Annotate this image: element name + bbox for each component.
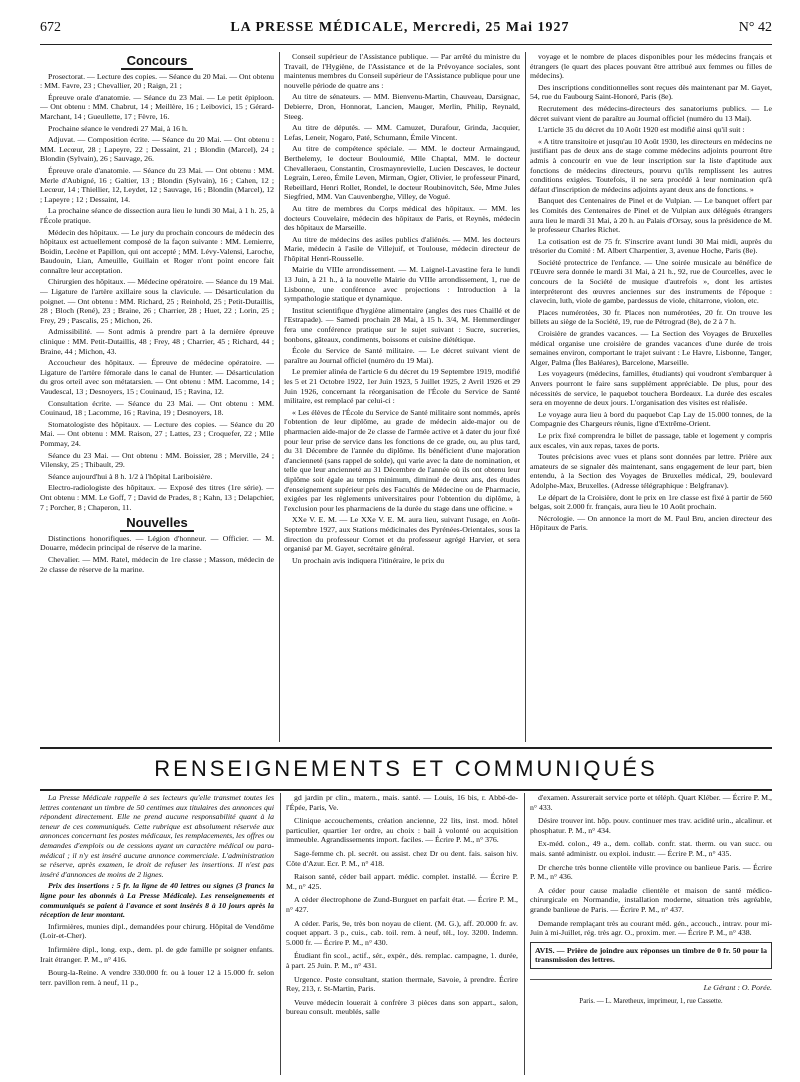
column-divider [525, 52, 526, 742]
column-divider [279, 52, 280, 742]
paragraph: Séance aujourd'hui à 8 h. 1/2 à l'hôpital Lariboisière. [48, 471, 213, 481]
paragraph: La cotisation est de 75 fr. S'inscrire avant lundi 30 Mai midi, auprès du trésorier du Comité : M. Albert Charpentier, 3, avenue Hoche, Paris (8e). [530, 236, 772, 256]
paragraph: Séance du 23 Mai. — Ont obtenu : MM. Boissier, 28 ; Merville, 24 ; Vilensky, 25 ; Thibault, 29. [40, 450, 274, 470]
paragraph: Le voyage aura lieu à bord du paquebot Cap Lay de 15.000 tonnes, de la Compagnie des Chargeurs réunis, ligne d'Extrême-Orient. [530, 409, 772, 429]
paragraph: Au titre de membres du Corps médical des hôpitaux. — MM. les docteurs Couvelaire, médecin des hôpitaux de Paris, et Reynès, médecin des hôpitaux de Marseille. [284, 203, 520, 233]
page-header [40, 20, 772, 45]
classified-ad: Clinique accouchements, création ancienne, 22 lits, inst. mod. hôtel particulier, quartier 1er ordre, au choix : bail à volonté ou acquisition immeuble. Agrandissements import. faciles. — Écrire P. M., n° 376. [286, 816, 518, 845]
paragraph: Société protectrice de l'enfance. — Une soirée musicale au bénéfice de l'Œuvre sera donnée le mardi 31 Mai, à 21 h., 92, rue de Courcelles, avec le concours de la Société de musique d'autrefois », dont les artistes interpréteront des œuvres anciennes sur des instruments de l'époque : clavecin, luth, viole de gambe, pardessus de viole, chitarrone, violon, etc. [530, 257, 772, 306]
paragraph: Le premier alinéa de l'article 6 du décret du 19 Septembre 1919, modifié les 5 et 21 Octobre 1922, 1er Juin 1923, 5 Juillet 1925, 2 Avril 1926 et 29 Juin 1926, concernant la réorganisation de l'École du Service de Santé militaire, est remplacé par celui-ci : [284, 367, 520, 406]
paragraph: « A titre transitoire et jusqu'au 10 Août 1930, les directeurs en médecins ne justifiant pas de deux ans de stage comme médecins adjoints pourront être admis à concourir en vue de leur inscription sur la liste d'aptitude aux fonctions de médecins directeurs, pourvu qu'ils remplissent les autres conditions exigées. Toutefois, il ne sera procédé à leur nomination qu'à défaut d'inscription de médecins adjoints ayant deux ans de fonctions. » [530, 136, 772, 194]
paragraph: Stomatologiste des hôpitaux. — Lecture des copies. — Séance du 20 Mai. — Ont obtenu : MM. Raison, 27 ; Lattes, 23 ; Croquefer, 22 ; Mlle Pommay, 24. [40, 419, 274, 448]
paragraph: Médecin des hôpitaux. — Le jury du prochain concours de médecin des hôpitaux est actuellement composé de la façon suivante : MM. Lemierre, Boidin, Lecène et Papillon, qui ont accepté ; MM. Lévy-Valensi, Laroche, Baudouin, Lian, Ameuille, Guillain et Roger n'ont point encore fait connaître leur acceptation. [40, 227, 274, 275]
paragraph: Conseil supérieur de l'Assistance publique. — Par arrêté du ministre du Travail, de l'Hygiène, de l'Assistance et de la Prévoyance sociales, sont maintenus membres du Conseil supérieur de l'Assistance publique pour une nouvelle période de quatre ans : [284, 52, 520, 90]
insertion-prices: Prix des insertions : 5 fr. la ligne de 40 lettres ou signes (3 francs la ligne pour les abonnés à La Presse Médicale). Les renseignements et communiqués se paient à l'avance et sont insérés 8 à 10 jours après la réception de leur montant. [40, 881, 274, 920]
column-right [530, 52, 772, 742]
paragraph: Prochaine séance le vendredi 27 Mai, à 16 h. [48, 123, 188, 133]
paragraph: Distinctions honorifiques. — Légion d'honneur. — Officier. — M. Douarre, médecin principal de réserve de la marine. [40, 533, 274, 553]
paragraph: Banquet des Centenaires de Pinel et de Vulpian. — Le banquet offert par les Comités des Centenaires de Pinel et de Vulpian aux délégués étrangers aura lieu le mardi 31 Mai, à 20 h. au Palais d'Orsay, sous la présidence de M. le professeur Charles Richet. [530, 196, 772, 235]
section-title-nouvelles: Nouvelles [40, 518, 274, 528]
classified-ad: Étudiant fin scol., actif., sér., expér., dés. remplac. campagne, 1. durée, à part. 25 Juin. P. M., n° 431. [286, 951, 518, 970]
paragraph: XXe V. E. M. — Le XXe V. E. M. aura lieu, suivant l'usage, en Août-Septembre 1927, aux Stations médicinales des Pyrénées-Orientales, sous la direction du professeur Cornet et du professeur agrégé Harvier, et sera organisé par M. Gayet, secrétaire général. [284, 515, 520, 554]
paragraph: Adjuvat. — Composition écrite. — Séance du 20 Mai. — Ont obtenu : MM. Lecœur, 28 ; Lapeyre, 22 ; Dessaint, 21 ; Blondin (Marcel), 24 ; Blondin (Sylvain), 26 ; Sauvage, 26. [40, 135, 274, 164]
ads-column-1 [40, 793, 274, 1073]
page-number: 672 [40, 20, 61, 35]
classified-ad: A céder électrophone de Zund-Burguet en parfait état. — Écrire P. M., n° 427. [286, 895, 518, 914]
paragraph: Au titre de médecins des asiles publics d'aliénés. — MM. les docteurs Marie, médecin à l'asile de Villejuif, et Toulouse, médecin directeur de l'hôpital Henri-Rousselle. [284, 234, 520, 263]
paragraph: Au titre de députés. — MM. Camuzet, Durafour, Grinda, Jacquier, Lefas, Leneir, Nogaro, Paté, Schumann, Émile Vincent. [284, 123, 520, 142]
classified-ad: Infirmières, munies dipl., demandées pour chirurg. Hôpital de Vendôme (Loir-et-Cher). [40, 921, 274, 941]
paragraph: Le départ de la Croisière, dont le prix en 1re classe est fixé à partir de 560 belgas, soit 2.000 fr. français, aura lieu le 10 Août prochain. [530, 492, 772, 512]
paragraph: Consultation écrite. — Séance du 23 Mai. — Ont obtenu : MM. Couinaud, 18 ; Lacomme, 16 ; Ravina, 19 ; Desnoyers, 18. [40, 398, 274, 418]
paragraph: Prosectorat. — Lecture des copies. — Séance du 20 Mai. — Ont obtenu : MM. Favre, 23 ; Chevallier, 20 ; Raign, 21 ; [40, 71, 274, 91]
paragraph: Des inscriptions conditionnelles sont reçues dès maintenant par M. Gayet, 54, rue du Faubourg Saint-Honoré, Paris (8e). [530, 82, 772, 102]
paragraph: voyage et le nombre de places disponibles pour les médecins français et étrangers (le quart des places pouvant être attribué aux femmes ou filles de médecins). [530, 52, 772, 81]
classified-ad: Demande remplaçant très au courant méd. gén., accouch., intrav. pour mi-Juin à mi-Juillet, rég. très agr. O., proxim. mer. — Écrire P. M., n° 438. [530, 918, 772, 938]
classified-ad: d'examen. Assurerait service porte et téléph. Quart Kléber. — Écrire P. M., n° 433. [530, 793, 772, 812]
paragraph: Accoucheur des hôpitaux. — Épreuve de médecine opératoire. — Ligature de l'artère fémorale dans le canal de Hunter. — Désarticulation du gros orteil avec son métatarsien. — Ont obtenu : MM. Lacomme, 14 ; Vaudescal, 13 ; Desnoyers, 15 ; Couinaud, 15 ; Ravina, 12. [40, 358, 274, 396]
paragraph: Un prochain avis indiquera l'itinéraire, le prix du [292, 555, 445, 565]
paragraph: Admissibilité. — Sont admis à prendre part à la dernière épreuve clinique : MM. Petit-Dutaillis, 48 ; Frey, 48 ; Charrier, 45 ; Richard, 44 ; Braine, 44 ; Michon, 43. [40, 327, 274, 356]
column-middle [284, 52, 520, 742]
editorial-notice: La Presse Médicale rappelle à ses lecteurs qu'elle transmet toutes les lettres contenant un timbre de 50 centimes aux titulaires des annonces qui répondent directement. Elle ne prend aucune responsabilité quant à la teneur de ces communiqués. Cette rubrique est absolument réservée aux annonces concernant les postes médicaux, les remplacements, les offres ou demandes d'emplois ou de cessions ayant un caractère médical ou para-médical ; il n'y est inséré aucune annonce commerciale. L'administration se réserve, après examen, le droit de refuser les insertions. Il n'est pas inséré d'annonces de moins de 2 lignes. [40, 793, 274, 879]
classified-ad: Dr cherche très bonne clientèle ville province ou banlieue Paris. — Écrire P. M., n° 436. [530, 862, 772, 882]
classified-ad: gd jardin pr clin., matern., mais. santé. — Louis, 16 bis, r. Abbé-de-l'Épée, Paris, Ve. [286, 793, 518, 812]
paragraph: Places numérotées, 30 fr. Places non numérotées, 20 fr. On trouve les billets au siège de la Société, 19, rue de Pétrograd (8e), de 2 à 7 h. [530, 307, 772, 327]
classified-ad: A céder pour cause maladie clientèle et maison de santé médico-chirurgicale en Normandie, installation moderne, situation très agréable, grande banlieue de Paris. — Écrire P. M., n° 437. [530, 885, 772, 914]
paragraph: Mairie du VIIIe arrondissement. — M. Laignel-Lavastine fera le lundi 13 Juin, à 21 h., à la nouvelle Mairie du VIIIe arrondissement, 1, rue de Lisbonne, une conférence avec projections : Introduction à la sympathologie statique et dynamique. [284, 265, 520, 304]
classified-ad: Infirmière dipl., long. exp., dem. pl. de gde famille pr soigner enfants. Irait étranger. P. M., n° 416. [40, 944, 274, 964]
gerant-signature: Le Gérant : O. Porée. [530, 979, 772, 993]
classified-ad: Désire trouver int. hôp. pouv. continuer mes trav. acidité urin., alcalinur. et phosphatur. P. M., n° 434. [530, 816, 772, 835]
ads-column-3 [530, 793, 772, 1073]
paragraph: École du Service de Santé militaire. — Le décret suivant vient de paraître au Journal officiel (numéro du 19 Mai). [284, 346, 520, 365]
classified-ad: Urgence. Poste consultant, station thermale, Savoie, à prendre. Écrire Rey, 213, r. St-Martin, Paris. [286, 974, 518, 994]
column-divider [524, 793, 525, 1075]
classified-ad: Sage-femme ch. pl. secrét. ou assist. chez Dr ou dent. fais. saison hiv. Côte d'Azur. Ecr. P. M., n° 418. [286, 848, 518, 868]
classified-ad: Bourg-la-Reine. A vendre 330.000 fr. ou à louer 12 à 15.000 fr. selon terr. pavillon rem. à neuf, 11 p., [40, 968, 274, 987]
paragraph: Chevalier. — MM. Ratel, médecin de 1re classe ; Masson, médecin de 2e classe de réserve de la marine. [40, 554, 274, 574]
section-title-concours: Concours [40, 56, 274, 66]
avis-notice: AVIS. — Prière de joindre aux réponses un timbre de 0 fr. 50 pour la transmission des lettres. [530, 942, 772, 969]
paragraph: Le prix fixé comprendra le billet de passage, table et logement y compris aux escales, vin aux repas, taxes de ports. [530, 430, 772, 450]
classified-ad: A céder. Paris, 9e, très bon noyau de client. (M. G.), aff. 20.000 fr. av. coquet appart. 3 p., cuis., cab. toil. rem. à neuf, tél., loy. 3200. Indemn. 5.000 fr. — Écrire P. M., n° 430. [286, 918, 518, 947]
printer-imprint: Paris. — L. Maretheux, imprimeur, 1, rue Cassette. [579, 996, 723, 1005]
paragraph: La prochaine séance de dissection aura lieu le lundi 30 Mai, à 1 h. 25, à l'École pratique. [40, 206, 274, 225]
journal-title: LA PRESSE MÉDICALE, Mercredi, 25 Mai 1927 [230, 20, 570, 35]
column-concours [40, 52, 274, 742]
paragraph: « Les élèves de l'École du Service de Santé militaire sont nommés, après l'obtention de leur diplôme, au grade de médecin aide-major ou de pharmacien aide-major de 2e classe de l'armée active et à dater du jour fixé pour leur prise de service dans les fonctions de ce grade, ou, au plus tard, du 31 Décembre de l'année du diplôme. Ils bénéficient d'une majoration d'ancienneté (sans rappel de solde), qui varie avec la date de nomination, et telle que leur ancienneté au 31 Décembre de l'année où ils ont obtenu leur diplôme soit égale au temps minimum, diminué de deux ans, des études d'enseignement supérieur près des Facultés de Médecine ou de Pharmacie, exigées par les règlements universitaires pour l'obtention du diplôme, à l'exclusion pour les pharmaciens de la durée du stage dans une officine. » [284, 407, 520, 513]
paragraph: Recrutement des médecins-directeurs des sanatoriums publics. — Le décret suivant vient de paraître au Journal officiel (numéro du 13 Mai). [530, 103, 772, 123]
classified-ad: Veuve médecin louerait à confrère 3 pièces dans son appart., salon, bureau consult. meublés, salle [286, 997, 518, 1017]
ads-column-2 [286, 793, 518, 1073]
paragraph: Au titre de compétence spéciale. — MM. le docteur Armaingaud, Berthelemy, le docteur Bouloumié, Mlle Chaptal, MM. le docteur Chevalleraeu, Constantin, Crosmaynrevielle, Lucien Descaves, le docteur Legrain, Lereo, Émile Leven, Mirman, Ogier, Olivier, le professeur Pinard, Rebeillard, Henri Rollet, Rondel, le docteur Roubinovitch, Sée, Mme Jules Siegfried, MM. Van Cauvenberghe, Villey, de Vogué. [284, 144, 520, 202]
column-divider [280, 793, 281, 1075]
paragraph: L'article 35 du décret du 10 Août 1920 est modifié ainsi qu'il suit : [538, 125, 745, 135]
paragraph: Épreuve orale d'anatomie. — Séance du 23 Mai. — Le petit épiploon. — Ont obtenu : MM. Chabrut, 14 ; Meillère, 16 ; Leibovici, 15 ; Gérard-Marchant, 14 ; Gueullette, 17 ; Fèvre, 16. [40, 92, 274, 121]
paragraph: Les voyageurs (médecins, familles, étudiants) qui voudront s'embarquer à Anvers pourront le faire sans supplément appréciable. De plus, pour des nécessités de service, le paquebot touchera Bordeaux. La durée des escales sera en moyenne de deux jours. L'organisation des visites est réalisée. [530, 369, 772, 408]
paragraph: Croisière de grandes vacances. — La Section des Voyages de Bruxelles médical organise une croisière de grandes vacances d'une durée de trois semaines environ, comportant le trajet suivant : Le Havre, Lisbonne, Tanger, Alger, Palma (Îles Baléares), Barcelone, Marseille. [530, 329, 772, 367]
paragraph: Au titre de sénateurs. — MM. Bienvenu-Martin, Chauveau, Darsignac, Debierre, Dron, Honnorat, Lancien, Mauger, Merlin, Philip, Reynald, Steeg. [284, 92, 520, 121]
paragraph: Chirurgien des hôpitaux. — Médecine opératoire. — Séance du 19 Mai. — Ligature de l'artère axillaire sous la clavicule. — Désarticulation du poignet. — Ont obtenu : MM. Richard, 25 ; Reinhold, 25 ; Petit-Dutaillis, 28 ; Bloch (René), 23 ; Braine, 26 ; Charrier, 28 ; Huet, 22 ; Lorin, 25 ; Frey, 29 ; Pascalis, 25 ; Michon, 26. [40, 277, 274, 325]
paragraph: Toutes précisions avec vues et plans sont données par lettre. Prière aux amateurs de se signaler dès maintenant, sans engagement de leur part, bien entendu, à la Section des Voyages de Bruxelles médical, 29, boulevard Adolphe-Max, Bruxelles. (Adresse télégraphique : Belgfranav). [530, 452, 772, 490]
paragraph: Nécrologie. — On annonce la mort de M. Paul Bru, ancien directeur des Hôpitaux de Paris. [530, 513, 772, 533]
paragraph: Electro-radiologiste des hôpitaux. — Exposé des titres (1re série). — Ont obtenu : MM. Le Goff, 7 ; David de Prades, 8 ; Kahn, 13 ; Delapchier, 7 ; Porcher, 8 ; Chaperon, 11. [40, 483, 274, 512]
classified-ad: Raison santé, céder bail appart. médic. complet. installé. — Écrire P. M., n° 425. [286, 872, 518, 891]
paragraph: Épreuve orale d'anatomie. — Séance du 23 Mai. — Ont obtenu : MM. Merle d'Aubigné, 16 ; Galtier, 13 ; Blondin (Sylvain), 16 ; Cahen, 12 ; Lecœur, 14 ; Thiellier, 12, Leydet, 12 ; Sauvage, 16 ; Blondin (Marcel), 12 ; Lapeyre ; 12 ; Dessaint, 14. [40, 165, 274, 204]
paragraph: Institut scientifique d'hygiène alimentaire (angles des rues Chaillé et de l'Estrapade). — Samedi prochain 28 Mai, à 15 h. 3/4, M. Hemmerdinger fera une conférence pratique sur le sujet suivant : Sucre, sucreries, bonbons, gâteaux, condiments, boissons et cuisine diététique. [284, 305, 520, 344]
classified-ad: Ex-méd. colon., 49 a., dem. collab. confr. stat. therm. ou van succ. ou mais. santé administr. ou exploi. industr. — Écrire P. M., n° 435. [530, 839, 772, 858]
section-title-renseignements: RENSEIGNEMENTS ET COMMUNIQUÉS [40, 747, 772, 791]
issue-number: N° 42 [738, 20, 772, 35]
